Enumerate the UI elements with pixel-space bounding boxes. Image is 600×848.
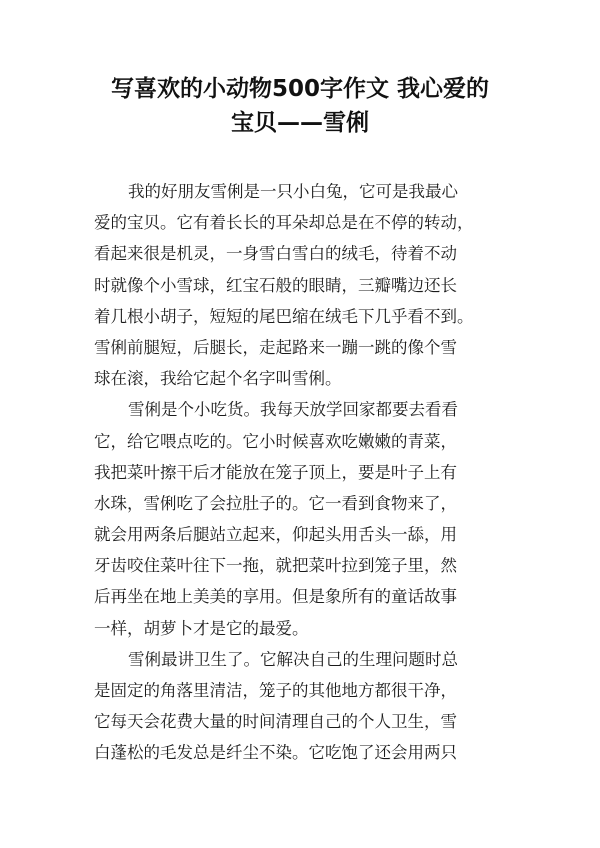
paragraph-1 [94, 176, 510, 394]
text-line: 它每天会花费大量的时间清理自己的个人卫生，雪 [94, 712, 457, 732]
text-line: 就会用两条后腿站立起来，仰起头用舌头一舔，用 [94, 525, 457, 545]
essay-body [94, 176, 510, 769]
text-line: 着几根小胡子，短短的尾巴缩在绒毛下几乎看不到。 [94, 306, 474, 326]
text-line: 雪俐最讲卫生了。它解决自己的生理问题时总 [128, 649, 458, 669]
text-line: 一样，胡萝卜才是它的最爱。 [94, 618, 309, 638]
text-line: 爱的宝贝。它有着长长的耳朵却总是在不停的转动， [94, 213, 474, 233]
title-line: 宝贝——雪俐 [231, 110, 369, 136]
text-line: 它，给它喂点吃的。它小时候喜欢吃嫩嫩的青菜， [94, 431, 457, 451]
text-line: 时就像个小雪球，红宝石般的眼睛，三瓣嘴边还长 [94, 275, 457, 295]
essay-title [60, 72, 540, 140]
paragraph-3 [94, 644, 510, 769]
title-line: 写喜欢的小动物500字作文 我心爱的 [110, 76, 490, 102]
text-line: 白蓬松的毛发总是纤尘不染。它吃饱了还会用两只 [94, 743, 457, 763]
text-line: 水珠，雪俐吃了会拉肚子的。它一看到食物来了， [94, 493, 457, 513]
text-line: 球在滚，我给它起个名字叫雪俐。 [94, 369, 342, 389]
text-line: 牙齿咬住菜叶往下一拖，就把菜叶拉到笼子里，然 [94, 556, 457, 576]
text-line: 雪俐前腿短，后腿长，走起路来一蹦一跳的像个雪 [94, 337, 457, 357]
text-line: 是固定的角落里清洁，笼子的其他地方都很干净， [94, 681, 457, 700]
text-line: 我把菜叶擦干后才能放在笼子顶上，要是叶子上有 [94, 462, 457, 482]
text-line: 雪俐是个小吃货。我每天放学回家都要去看看 [128, 400, 458, 420]
text-line: 看起来很是机灵，一身雪白雪白的绒毛，待着不动 [94, 244, 457, 264]
text-line: 后再坐在地上美美的享用。但是象所有的童话故事 [94, 587, 457, 607]
paragraph-2 [94, 394, 510, 644]
text-line: 我的好朋友雪俐是一只小白兔，它可是我最心 [128, 182, 458, 201]
